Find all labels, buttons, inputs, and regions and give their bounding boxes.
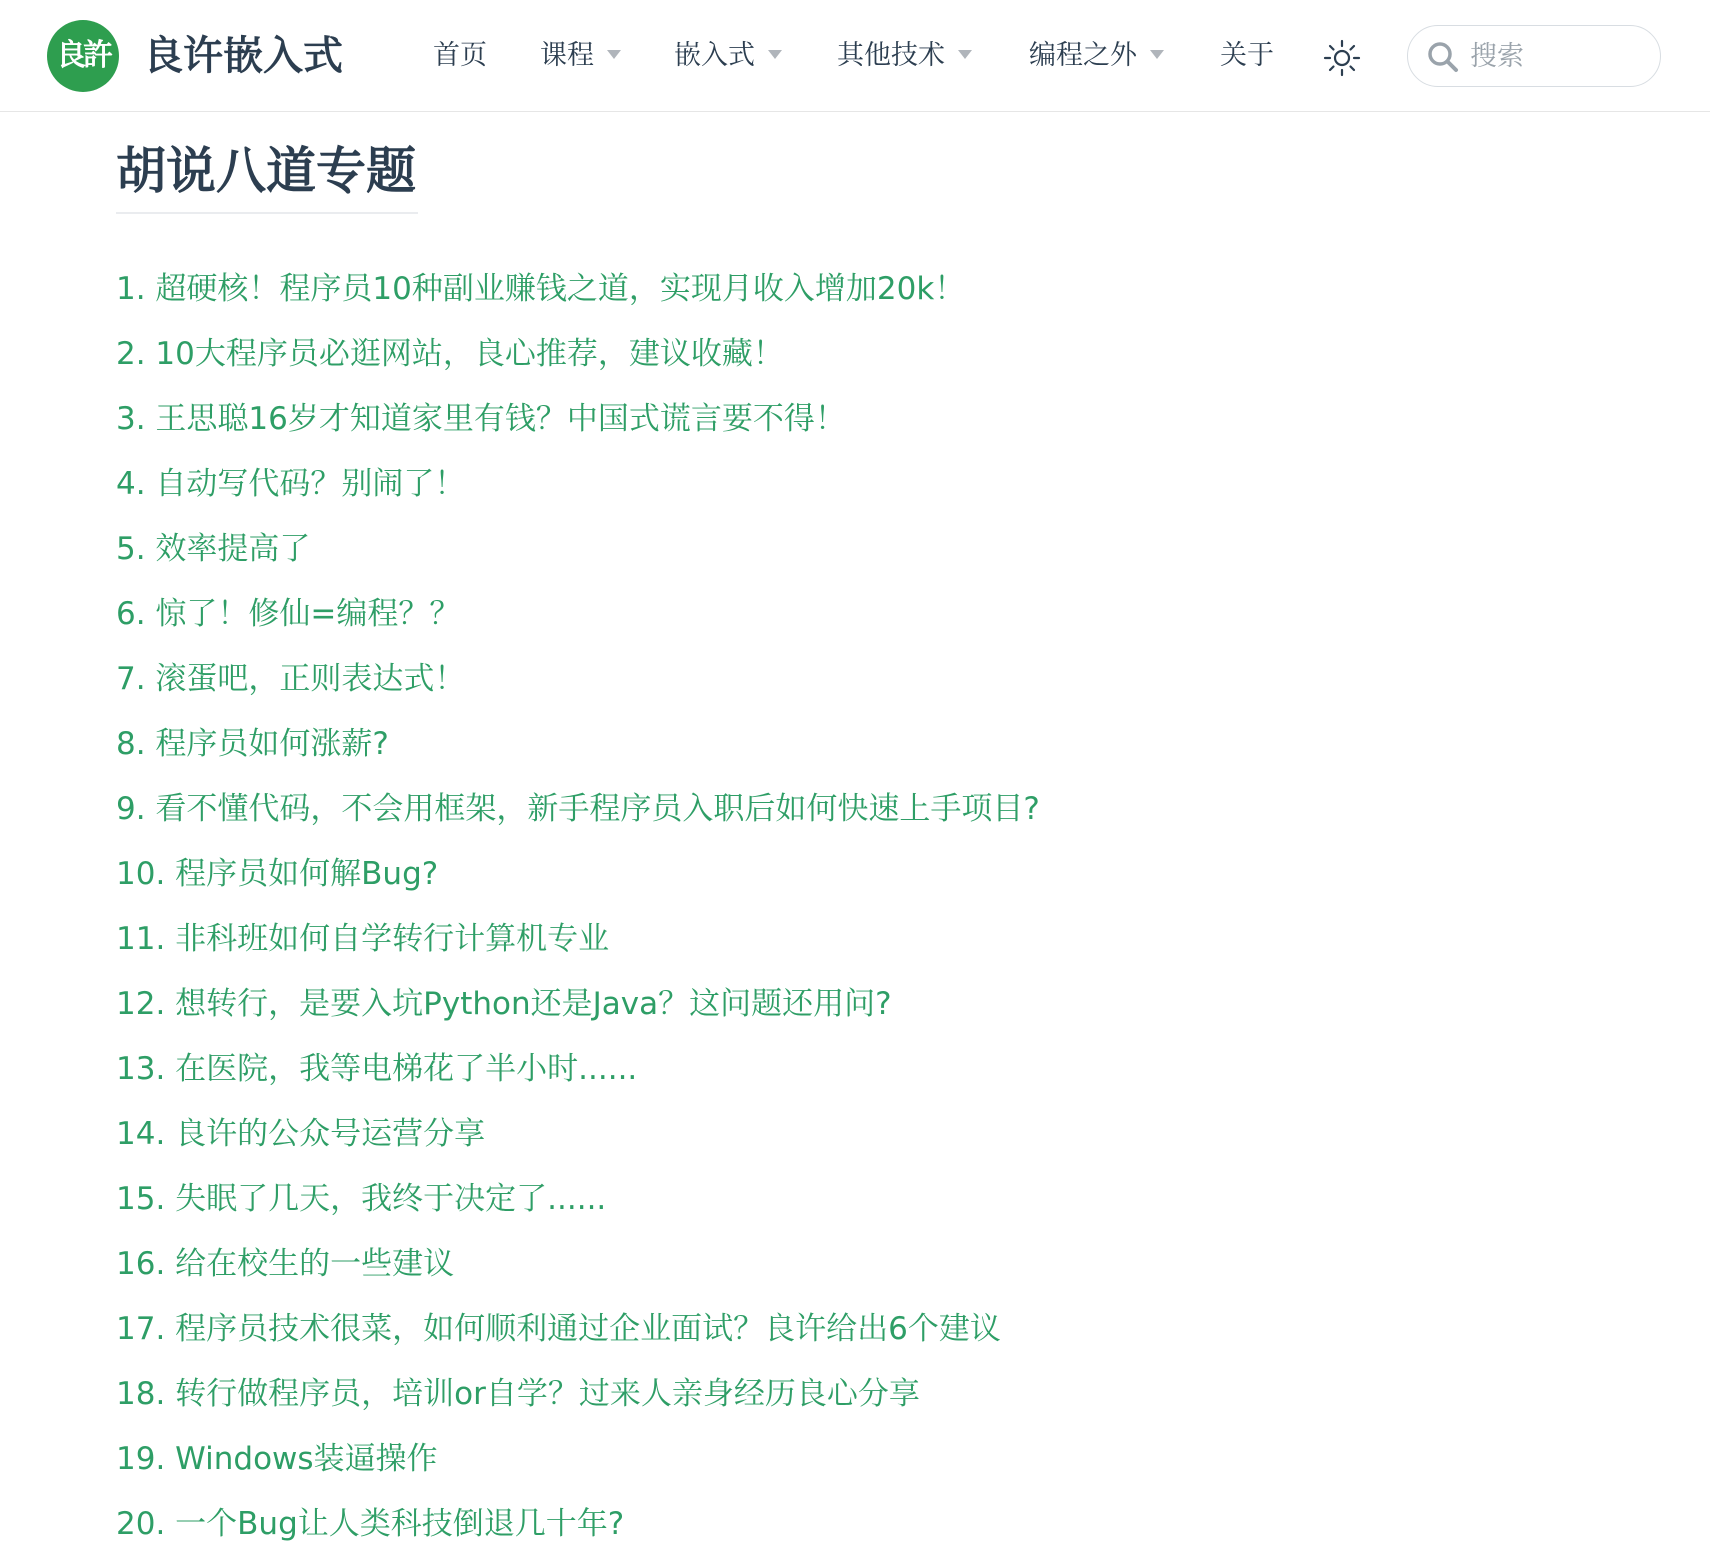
article-link[interactable]: 12. 想转行，是要入坑Python还是Java？这问题还用问? [116,986,892,1022]
article-link[interactable]: 14. 良许的公众号运营分享 [116,1116,486,1152]
page-title: 胡说八道专题 [116,138,418,214]
nav-label: 编程之外 [1029,40,1137,71]
article-link[interactable]: 20. 一个Bug让人类科技倒退几十年? [116,1506,625,1542]
search-box[interactable] [1407,25,1661,87]
article-link[interactable]: 19. Windows装逼操作 [116,1441,438,1477]
nav-item-about[interactable] [1220,34,1274,78]
top-navbar [0,0,1710,112]
article-link[interactable]: 3. 王思聪16岁才知道家里有钱？中国式谎言要不得！ [116,401,846,437]
article-link[interactable]: 18. 转行做程序员，培训or自学？过来人亲身经历良心分享 [116,1376,920,1412]
nav-label: 课程 [540,40,594,71]
nav-item-home[interactable] [433,34,487,78]
nav-item-beyond-coding[interactable] [1029,34,1164,78]
nav-label: 关于 [1220,40,1274,71]
site-name[interactable]: 良许嵌入式 [143,33,343,79]
article-link[interactable]: 1. 超硬核！程序员10种副业赚钱之道，实现月收入增加20k！ [116,271,966,307]
article-link[interactable]: 8. 程序员如何涨薪? [116,726,389,762]
article-link[interactable]: 2. 10大程序员必逛网站，良心推荐，建议收藏！ [116,336,784,372]
article-list [116,257,1676,1557]
nav-label: 其他技术 [837,40,945,71]
article-link[interactable]: 4. 自动写代码？别闹了！ [116,466,466,502]
chevron-down-icon [607,50,621,59]
chevron-down-icon [958,50,972,59]
chevron-down-icon [768,50,782,59]
article-link[interactable]: 17. 程序员技术很菜，如何顺利通过企业面试？良许给出6个建议 [116,1311,1001,1347]
article-link[interactable]: 10. 程序员如何解Bug? [116,856,439,892]
article-link[interactable]: 13. 在医院，我等电梯花了半小时...... [116,1051,638,1087]
nav-item-courses[interactable] [540,34,621,78]
article-link[interactable]: 16. 给在校生的一些建议 [116,1246,455,1282]
article-link[interactable]: 11. 非科班如何自学转行计算机专业 [116,921,610,957]
article-link[interactable]: 7. 滚蛋吧，正则表达式！ [116,661,466,697]
chevron-down-icon [1150,50,1164,59]
article-link[interactable]: 9. 看不懂代码，不会用框架，新手程序员入职后如何快速上手项目? [116,791,1040,827]
search-icon [1426,40,1460,74]
nav-item-other-tech[interactable] [837,34,972,78]
article-link[interactable]: 15. 失眠了几天，我终于决定了...... [116,1181,607,1217]
article-link[interactable]: 6. 惊了！修仙=编程？？ [116,596,461,632]
nav-item-embedded[interactable] [674,34,782,78]
nav-label: 首页 [433,40,487,71]
sun-icon [1322,38,1362,78]
nav-label: 嵌入式 [674,40,755,71]
theme-toggle-button[interactable] [1322,38,1362,78]
article-link[interactable]: 5. 效率提高了 [116,531,311,567]
search-input[interactable] [1470,36,1650,76]
site-logo[interactable]: 良許 [47,20,119,92]
